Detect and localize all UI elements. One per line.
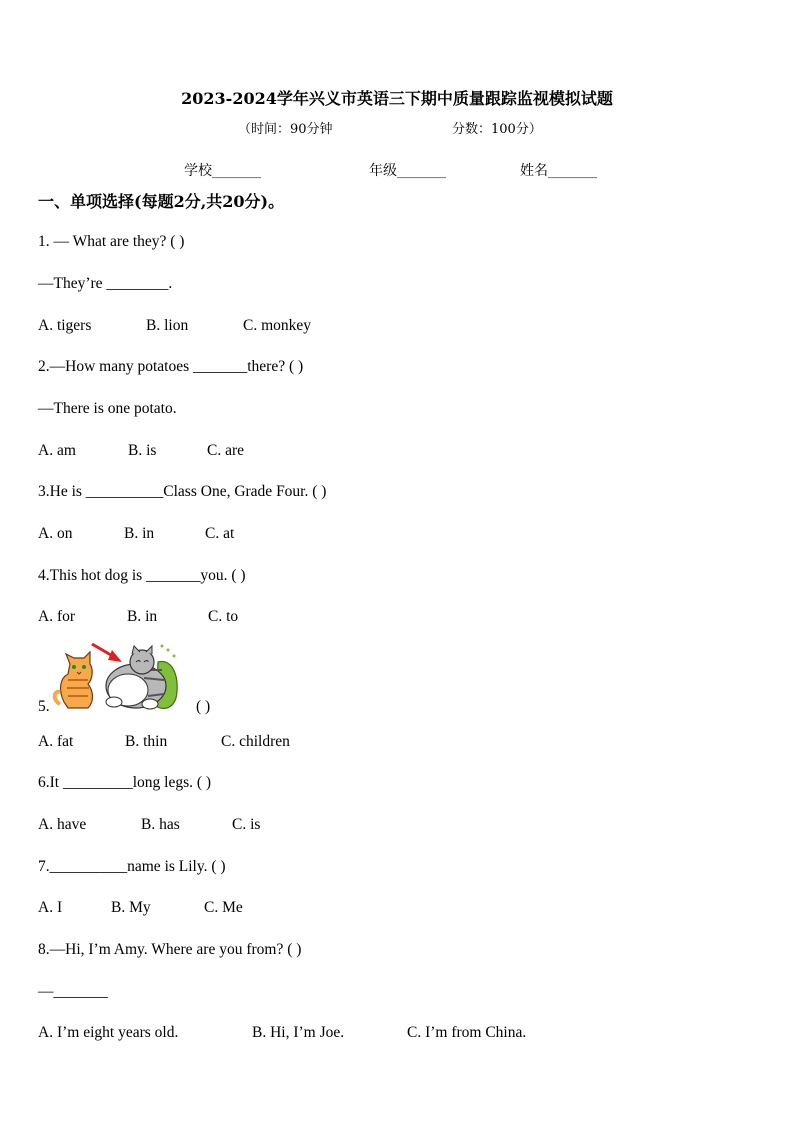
question-3-option-c[interactable]: C. at	[205, 525, 235, 542]
question-7-stem: 7.__________name is Lily. ( )	[38, 858, 226, 875]
question-7-option-c[interactable]: C. Me	[204, 899, 243, 916]
question-8-option-a[interactable]: A. I’m eight years old.	[38, 1024, 179, 1041]
question-1-reply: —They’re ________.	[38, 275, 173, 292]
question-5-answer-paren: ( )	[196, 698, 211, 715]
question-5-option-b[interactable]: B. thin	[125, 733, 168, 750]
question-7-option-b[interactable]: B. My	[111, 899, 151, 916]
question-2-option-a[interactable]: A. am	[38, 442, 76, 459]
question-6-option-b[interactable]: B. has	[141, 816, 180, 833]
question-5-number: 5.	[38, 698, 50, 715]
question-4-stem: 4.This hot dog is _______you. ( )	[38, 567, 246, 584]
question-8-option-c[interactable]: C. I’m from China.	[407, 1024, 527, 1041]
question-5-option-c[interactable]: C. children	[221, 733, 290, 750]
grade-field: 年级_______	[369, 163, 446, 179]
fat-cat-icon	[106, 645, 177, 710]
question-4-option-c[interactable]: C. to	[208, 608, 239, 625]
question-4-option-b[interactable]: B. in	[127, 608, 158, 625]
arrow-icon	[92, 644, 122, 662]
question-5-option-a[interactable]: A. fat	[38, 733, 74, 750]
question-2-option-b[interactable]: B. is	[128, 442, 157, 459]
question-3-option-a[interactable]: A. on	[38, 525, 73, 542]
school-field: 学校_______	[184, 163, 261, 179]
exam-time: （时间：90分钟	[238, 122, 333, 137]
thin-cat-icon	[55, 652, 93, 708]
question-3-option-b[interactable]: B. in	[124, 525, 155, 542]
name-field: 姓名_______	[520, 163, 597, 179]
question-1-option-b[interactable]: B. lion	[146, 317, 189, 334]
exam-score: 分数：100分）	[452, 122, 542, 137]
question-1-option-a[interactable]: A. tigers	[38, 317, 92, 334]
question-8-option-b[interactable]: B. Hi, I’m Joe.	[252, 1024, 345, 1041]
section-heading: 一、单项选择(每题2分,共20分)。	[38, 192, 285, 211]
question-6-option-a[interactable]: A. have	[38, 816, 87, 833]
question-3-stem: 3.He is __________Class One, Grade Four. ( )	[38, 483, 327, 500]
question-1-option-c[interactable]: C. monkey	[243, 317, 312, 334]
question-2-stem: 2.—How many potatoes _______there? ( )	[38, 358, 304, 375]
cats-illustration	[50, 640, 184, 712]
question-4-option-a[interactable]: A. for	[38, 608, 76, 625]
question-2-option-c[interactable]: C. are	[207, 442, 245, 459]
question-8-reply: —_______	[38, 983, 108, 1000]
question-8-stem: 8.—Hi, I’m Amy. Where are you from? ( )	[38, 941, 302, 958]
question-7-option-a[interactable]: A. I	[38, 899, 63, 916]
question-1-stem: 1. — What are they? ( )	[38, 233, 185, 250]
question-6-option-c[interactable]: C. is	[232, 816, 261, 833]
question-6-stem: 6.It _________long legs. ( )	[38, 774, 212, 791]
question-2-reply: —There is one potato.	[38, 400, 177, 417]
page-title: 2023-2024学年兴义市英语三下期中质量跟踪监视模拟试题	[181, 89, 613, 108]
